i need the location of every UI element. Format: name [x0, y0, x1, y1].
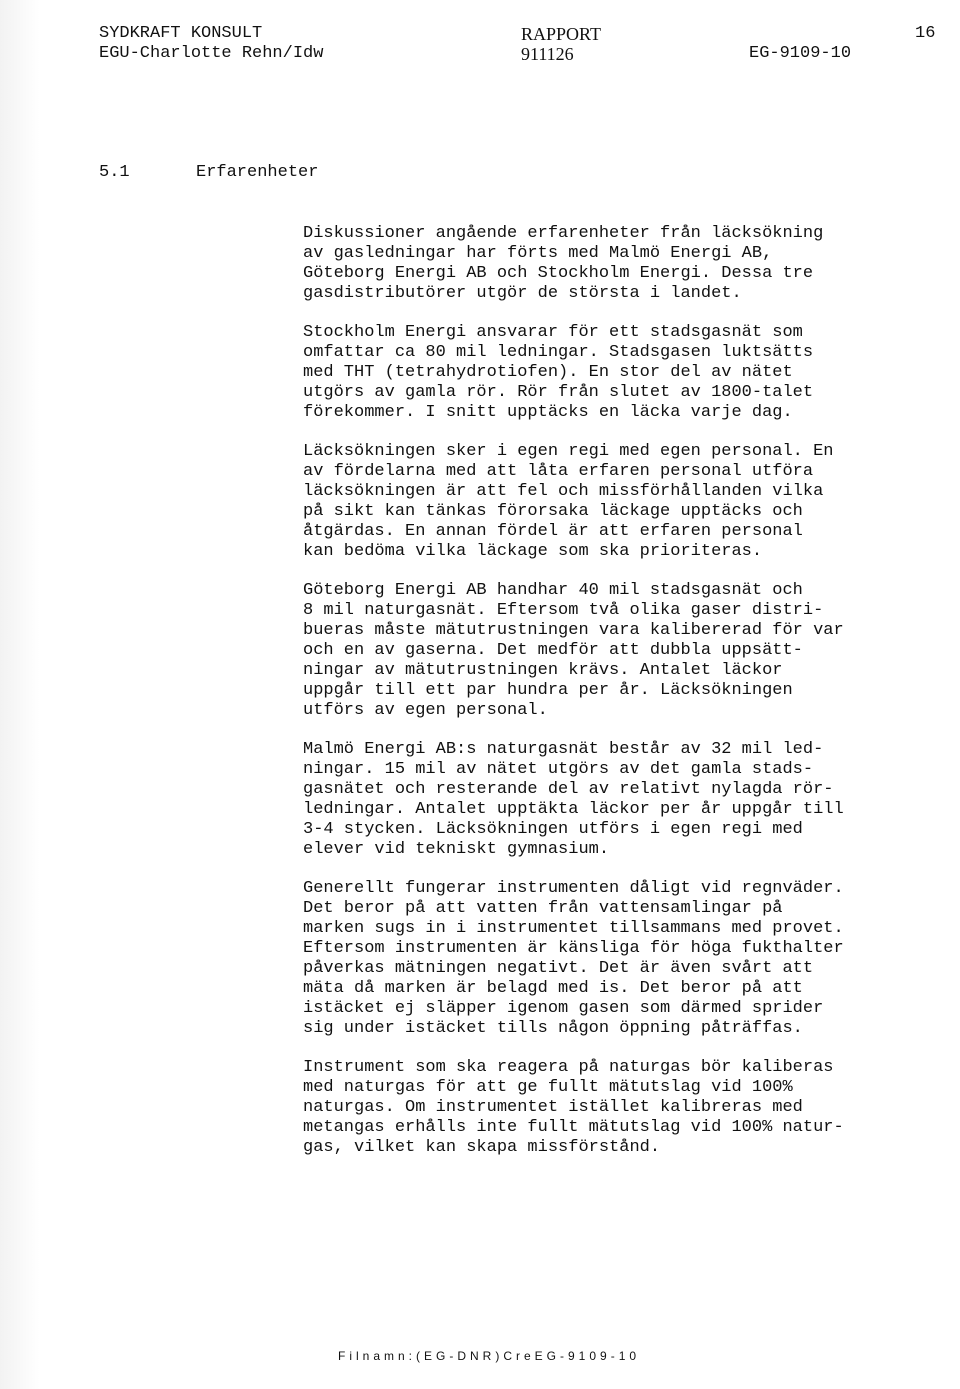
paragraph-line: utförs av egen personal.	[303, 701, 548, 720]
paragraph-line: gasdistributörer utgör de största i landet.	[303, 284, 742, 303]
section-number: 5.1	[99, 163, 130, 182]
paragraph-line: Generellt fungerar instrumenten dåligt vid regnväder.	[303, 879, 844, 898]
paragraph-line: Diskussioner angående erfarenheter från läcksökning	[303, 224, 824, 243]
paragraph-line: åtgärdas. En annan fördel är att erfaren personal	[303, 522, 803, 541]
paragraph-line: mäta då marken är belagd med is. Det beror på att	[303, 979, 803, 998]
paragraph-line: Malmö Energi AB:s naturgasnät består av 32 mil led-	[303, 740, 824, 759]
paragraph-line: 8 mil naturgasnät. Eftersom två olika gaser distri-	[303, 601, 824, 620]
header-author: EGU-Charlotte Rehn/Idw	[99, 44, 324, 63]
paragraph-line: utgörs av gamla rör. Rör från slutet av 1800-talet	[303, 383, 814, 402]
paragraph-line: Det beror på att vatten från vattensamlingar på	[303, 899, 783, 918]
paragraph	[303, 323, 943, 423]
paragraph-line: Instrument som ska reagera på naturgas bör kaliberas	[303, 1058, 834, 1077]
body-text	[303, 224, 943, 1177]
paragraph-line: 3-4 stycken. Läcksökningen utförs i egen regi med	[303, 820, 803, 839]
paragraph-line: läcksökningen är att fel och missförhållanden vilka	[303, 482, 824, 501]
paragraph-line: ledningar. Antalet upptäkta läckor per år uppgår till	[303, 800, 844, 819]
paragraph	[303, 879, 943, 1039]
paragraph-line: metangas erhålls inte fullt mätutslag vid 100% natur-	[303, 1118, 844, 1137]
header-doc-type: RAPPORT	[521, 24, 601, 44]
header-page-number: 16	[915, 24, 936, 43]
paragraph	[303, 1058, 943, 1158]
section-heading	[99, 163, 318, 182]
header-doc-id: EG-9109-10	[749, 44, 852, 63]
paragraph-line: istäcket ej släpper igenom gasen som därmed sprider	[303, 999, 824, 1018]
paragraph-line: kan bedöma vilka läckage som ska prioriteras.	[303, 542, 763, 561]
paragraph-line: omfattar ca 80 mil ledningar. Stadsgasen luktsätts	[303, 343, 814, 362]
paragraph-line: förekommer. I snitt upptäcks en läcka varje dag.	[303, 403, 793, 422]
paragraph-line: ningar av mätutrustningen krävs. Antalet läckor	[303, 661, 783, 680]
paragraph-line: Läcksökningen sker i egen regi med egen personal. En	[303, 442, 834, 461]
header-company: SYDKRAFT KONSULT	[99, 24, 263, 43]
paragraph	[303, 581, 943, 721]
paragraph-line: uppgår till ett par hundra per år. Läcksökningen	[303, 681, 793, 700]
paragraph-line: naturgas. Om instrumentet istället kalibreras med	[303, 1098, 803, 1117]
paragraph-line: marken sugs in i instrumentet tillsammans med provet.	[303, 919, 844, 938]
paragraph-line: bueras måste mätutrustningen vara kalibererad för var	[303, 621, 844, 640]
footer-filename: Filnamn:(EG-DNR)CreEG-9109-10	[338, 1349, 641, 1363]
paragraph	[303, 442, 943, 562]
header-date: 911126	[521, 44, 574, 64]
paragraph	[303, 224, 943, 304]
paragraph-line: Stockholm Energi ansvarar för ett stadsgasnät som	[303, 323, 803, 342]
paragraph-line: påverkas mätningen negativt. Det är även svårt att	[303, 959, 814, 978]
paragraph-line: ningar. 15 mil av nätet utgörs av det gamla stads-	[303, 760, 814, 779]
paragraph-line: med naturgas för att ge fullt mätutslag vid 100%	[303, 1078, 793, 1097]
paragraph-line: Göteborg Energi AB handhar 40 mil stadsgasnät och	[303, 581, 803, 600]
paragraph	[303, 740, 943, 860]
paragraph-line: elever vid tekniskt gymnasium.	[303, 840, 610, 859]
paragraph-line: sig under istäcket tills någon öppning påträffas.	[303, 1019, 803, 1038]
paragraph-line: Göteborg Energi AB och Stockholm Energi. Dessa tre	[303, 264, 814, 283]
paragraph-line: och en av gaserna. Det medför att dubbla uppsätt-	[303, 641, 803, 660]
paragraph-line: Eftersom instrumenten är känsliga för höga fukthalter	[303, 939, 844, 958]
paragraph-line: med THT (tetrahydrotiofen). En stor del av nätet	[303, 363, 793, 382]
paragraph-line: gasnätet och resterande del av relativt nylagda rör-	[303, 780, 834, 799]
paragraph-line: av fördelarna med att låta erfaren personal utföra	[303, 462, 814, 481]
section-title: Erfarenheter	[196, 163, 319, 182]
paragraph-line: gas, vilket kan skapa missförstånd.	[303, 1138, 661, 1157]
paragraph-line: av gasledningar har förts med Malmö Energi AB,	[303, 244, 773, 263]
paragraph-line: på sikt kan tänkas förorsaka läckage upptäcks och	[303, 502, 803, 521]
scan-edge-shadow	[0, 0, 40, 1389]
